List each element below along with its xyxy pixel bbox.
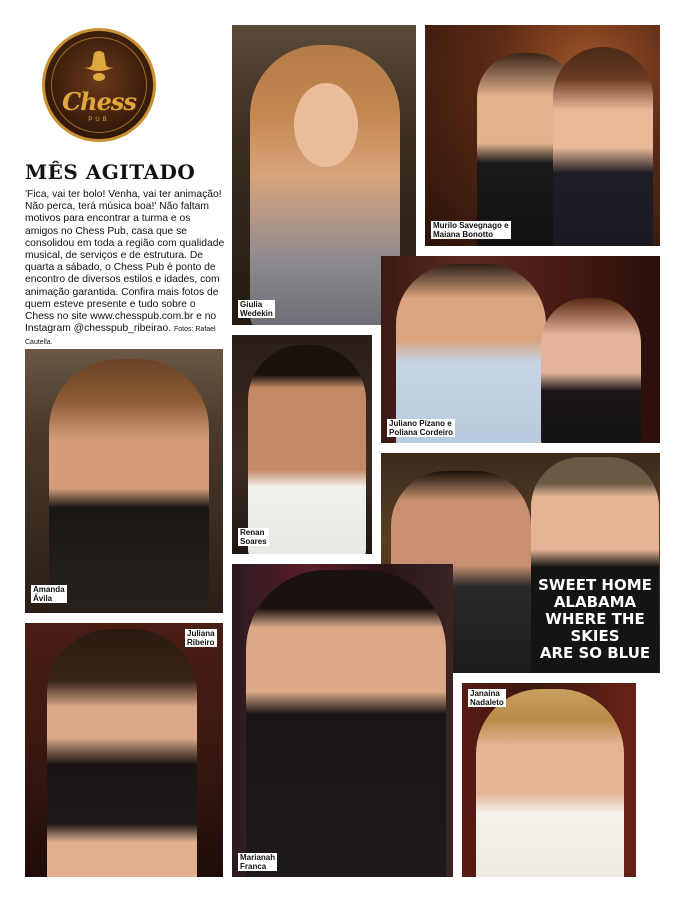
person-silhouette <box>541 298 641 443</box>
article-headline: MÊS AGITADO <box>25 160 196 184</box>
caption-juliana: Juliana Ribeiro <box>187 629 215 647</box>
photo-credit: Fotos: Rafael Cautella. <box>25 326 216 347</box>
photo-murilo-maiana <box>425 25 660 246</box>
caption-renan: Renan Soares <box>240 528 267 546</box>
caption-amanda: Amanda Ávila <box>33 585 65 603</box>
person-silhouette <box>396 264 546 443</box>
caption-giulia: Giulia Wedekin <box>240 300 273 318</box>
person-silhouette <box>553 47 653 246</box>
person-silhouette <box>49 359 209 613</box>
caption-marianah: Marianah Franca <box>240 853 276 871</box>
logo-subtitle: PUB <box>88 117 110 123</box>
photo-marianah-franca <box>232 564 453 877</box>
person-silhouette <box>47 629 197 877</box>
photo-juliana-ribeiro <box>25 623 223 877</box>
photo-renan-soares <box>232 335 372 554</box>
chess-pub-logo <box>42 28 156 142</box>
logo-wordmark: Chess <box>62 87 136 116</box>
tshirt-print: SWEET HOME ALABAMA WHERE THE SKIES ARE SO BLUE <box>538 576 652 662</box>
person-silhouette <box>476 689 624 877</box>
article-body <box>25 189 225 350</box>
face <box>294 83 358 167</box>
caption-murilo: Murilo Savegnago e Maiana Bonotto <box>433 221 509 239</box>
person-silhouette <box>248 345 366 554</box>
photo-janaina-nadaleto <box>462 683 636 877</box>
photo-amanda-avila <box>25 349 223 613</box>
photo-juliano-poliana <box>381 256 660 443</box>
person-silhouette <box>246 570 446 877</box>
caption-janaina: Janaína Nadaleto <box>470 689 504 707</box>
cowboy-hat-icon <box>82 47 116 81</box>
caption-juliano: Juliano Pizano e Poliana Cordeiro <box>389 419 454 437</box>
article-text: 'Fica, vai ter bolo! Venha, vai ter animação! Não perca, terá música boa!' Não faltam motivos para encontrar a turma e os amigos no Chess Pub, casa que se consolidou em toda a região com qualidade musical, de serviços e de estrutura. De quarta a sábado, o Chess Pub é ponto de encontro de diversos estilos e idades, com animação garantida. Confira mais fotos de quem esteve presente e tudo sobre o Chess no site www.chesspub.com.br e no Instagram @chesspub_ribeirao. <box>25 189 225 335</box>
